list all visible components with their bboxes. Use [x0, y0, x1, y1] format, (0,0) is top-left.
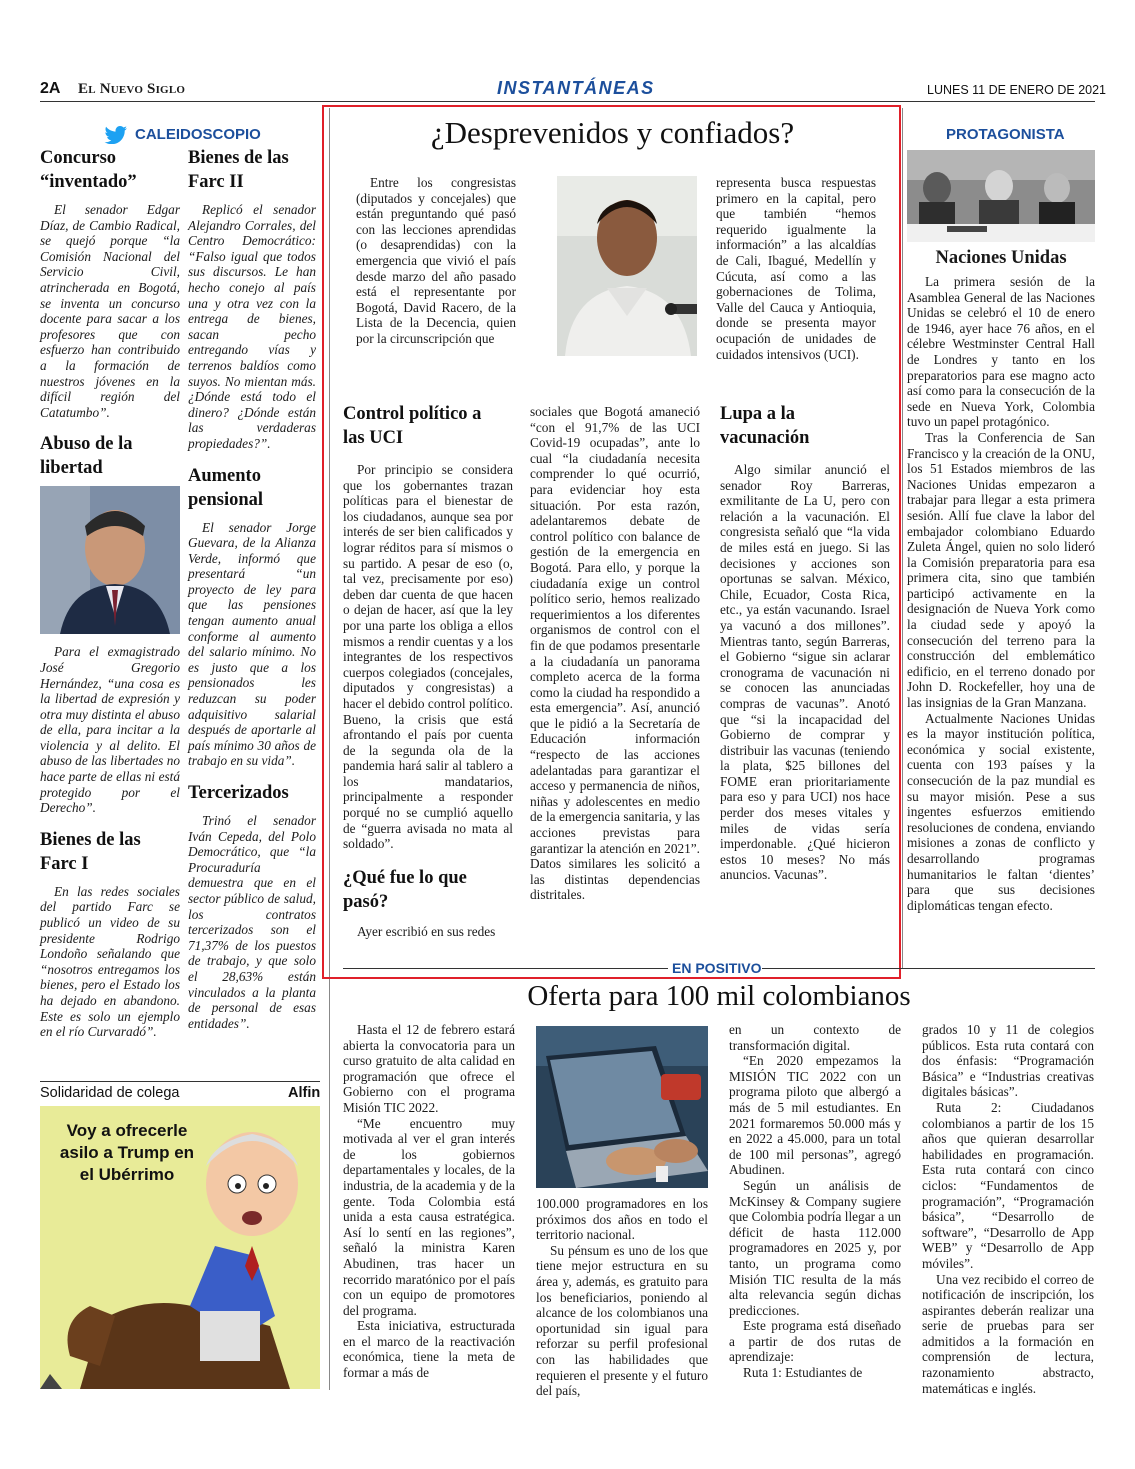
item-title-pension: Aumento pensional: [188, 465, 264, 510]
intro-col1: Entre los congresistas (diputados y concejales) que están preguntando qué pasó con las lecciones aprendidas (o desaprendidas) con la emergencia que vivió el país desde marzo del año pasado está el representante por Bogotá, David Racero, de la Lista de la Decencia, quien por la circunscripción que: [356, 175, 516, 346]
section-title: INSTANTÁNEAS: [497, 78, 655, 98]
protagonista-body: [907, 274, 1095, 913]
subhead-que-fue: ¿Qué fue lo que pasó?: [343, 867, 467, 912]
item-text-abuso: Para el exmagistrado José Gregorio Hernández, “una cosa es la libertad de expresión y otra muy distinta el abuso de ella, para incitar a la violencia y al delito. El abuso de las libertades no hace parte de ellas ni está protegido por el Derecho”.: [40, 644, 180, 816]
item-title-farc-1: Bienes de las Farc I: [40, 829, 141, 874]
positivo-col4-p2: Ruta 2: Ciudadanos colombianos a partir de los 15 años que quieran desarrollar habilidades en programación. Esta ruta contará con cinco ciclos: “Fundamentos de programación”, “Programación básica”, “Desarrollo de software”, “Desarrollo de App WEB” y “Desarrollo de App móviles”.: [922, 1099, 1094, 1271]
header-rule: [40, 101, 1095, 102]
item-title-abuso: Abuso de la libertad: [40, 434, 133, 479]
protagonista-title: Naciones Unidas: [935, 248, 1067, 268]
positivo-col3-p2: “En 2020 empezamos la MISIÓN TIC 2022 con un programa piloto que albergó a más de 5 mil estudiantes. En 2021 formaremos 50.000 más y en 2022 a 45.000, para un total de 100 mil personas”, agregó Abudinen.: [729, 1053, 901, 1178]
main-col1: [343, 402, 513, 939]
item-text-farc-1: En las redes sociales del partido Farc se publicó un video de su presidente Rodrigo Londoño señalando que “nosotros entregamos los bienes, pero el Estado los ha dejado en abandono. Este es solo un ejemplo en el río Curvaradó”.: [40, 883, 180, 1040]
item-title-farc-2: Bienes de las Farc II: [188, 148, 289, 192]
item-text-farc-2: Replicó el senador Alejandro Corrales, del Centro Democrático: “Falso igual que todos sus discursos. Le han hecho conejo al país una y otra vez con la entrega de bienes, sacan pecho entregando vías y terrenos baldíos como suyos. No mientan más. ¿Dónde está todo el dinero? ¿Dónde están las verdaderas propiedades?”.: [188, 202, 316, 451]
item-text-tercerizados: Trinó el senador Iván Cepeda, del Polo Democrático, que “la Procuraduría demuestra que en el sector público de salud, los contratos tercerizados son el 71,37% de los puestos de trabajo, y que solo el 28,63% están vinculados a la planta de personal de esas entidades”.: [188, 813, 316, 1031]
caleidoscopio-label: CALEIDOSCOPIO: [135, 126, 261, 143]
main-headline: ¿Desprevenidos y confiados?: [430, 115, 795, 150]
positivo-col1-p3: Esta iniciativa, estructurada en el marco de la reactivación económica, tiene la meta de formar a más de: [343, 1318, 515, 1381]
positivo-col1-p2: “Me encuentro muy motivada al ver el gran interés de los gobiernos departamentales y locales, de la industria, de la academia y de la gente. Toda Colombia está unida a esta causa estratégica. Así lo sentí en las regiones”, señaló la ministra Karen Abudinen, tras hacer un recorrido maratónico por el país con un equipo de promotores del programa.: [343, 1115, 515, 1318]
text-que-fue: Ayer escribió en sus redes: [357, 923, 496, 939]
positivo-col2: [536, 1196, 708, 1399]
text-lupa: Algo similar anunció el senador Roy Barreras, exmilitante de La U, pero con relación a la vacunación. El congresista señaló que “la vida de miles está en juego. Si las decisiones y acciones son oportunas se salvan. México, Chile, Ecuador, Costa Rica, etc., ya están vacunando. Israel ya vacunó a dos millones”. Mientras tanto, según Barreras, el Gobierno “sigue sin aclarar cronograma de vacunación ni se conocen las anunciadas compras de vacunas”. Anotó que “si la incapacidad del Gobierno de comprar y distribuir las vacunas (teniendo la plata, $25 billones del FOME eran prioritariamente para eso y para UCI) nos hace perder dos meses vitales y miles de vidas sería imperdonable. ¿Qué hicieron estos 10 meses? No más anuncios. Vacunas”.: [720, 462, 890, 883]
column-rule-right: [902, 108, 903, 968]
subhead-control-politico: Control político a las UCI: [343, 404, 482, 448]
item-title-concurso: Concurso “inventado”: [40, 148, 137, 192]
cartoon-speech: Voy a ofrecerle asilo a Trump en el Ubérrimo: [59, 1121, 195, 1184]
photo-jose-gregorio-hernandez: [40, 486, 180, 634]
positivo-headline: Oferta para 100 mil colombianos: [527, 980, 911, 1012]
positivo-col1: [343, 1022, 515, 1381]
positivo-col4-p1: grados 10 y 11 de colegios públicos. Esta ruta contará con dos énfasis: “Programación Básica” e “Industrias creativas digitales básicas”.: [922, 1022, 1094, 1100]
positivo-label: EN POSITIVO: [672, 960, 762, 976]
positivo-col4: [922, 1022, 1094, 1396]
positivo-col3-p1: en un contexto de transformación digital.: [729, 1022, 901, 1053]
item-text-pension: El senador Jorge Guevara, de la Alianza Verde, informó que presentará “un proyecto de ley para que las pensiones tengan aumento anual conforme al aumento del salario mínimo. No es justo que a los pensionados les reduzcan su poder adquisitivo salarial después de aportarle al país mínimo 30 años de trabajo en su vida”.: [188, 519, 316, 769]
twitter-bird-icon: [104, 126, 128, 144]
item-text-concurso: El senador Edgar Díaz, de Cambio Radical, se quejó porque “la Comisión Nacional del Servicio Civil, atrincherada en Bogotá, se inventa un concurso docente para sacar a los profesores que con esfuerzo han contribuido a la formación de nuestros jóvenes en la difícil región del Catatumbo”.: [40, 202, 180, 420]
protagonista-text-2: Tras la Conferencia de San Francisco y la creación de la ONU, los 51 Estados miembros de las Naciones Unidas empezaron a trabajar para llegar a esta primera sesión. Allí fue clave la labor del embajador colombiano Eduardo Zuleta Ángel, quien no solo lideró la Comisión preparatoria para esa primera cita, sino que también participó activamente en la designación de Nueva York como la ciudad sede y apoyó la consecución del terreno para la construcción del emblemático edificio, en el terreno donado por John D. Rockefeller, hoy una de las insignias de la Gran Manzana.: [907, 429, 1095, 711]
page-date: LUNES 11 DE ENERO DE 2021: [927, 83, 1107, 97]
page-number: 2A: [40, 80, 61, 97]
positivo-col3-p4: Este programa está diseñado a partir de dos rutas de aprendizaje:: [729, 1318, 901, 1365]
cartoon-title: Solidaridad de colega: [40, 1085, 180, 1101]
caleidoscopio-col1: [40, 146, 180, 1040]
item-title-tercerizados: Tercerizados: [188, 783, 289, 803]
cartoon-panel: [40, 1106, 320, 1389]
positivo-col3-p5: Ruta 1: Estudiantes de: [743, 1365, 863, 1381]
positivo-rule-left: [343, 968, 668, 969]
positivo-col1-p1: Hasta el 12 de febrero estará abierta la convocatoria para un curso gratuito de alta calidad en programación que ofrece el Gobierno con el programa Misión TIC 2022.: [343, 1022, 515, 1115]
intro-col3: representa busca respuestas primero en la capital, pero que también “hemos requerido igualmente la información” a las alcaldías de Cali, Ibagué, Medellín y Cúcuta, así como a las gobernaciones de Tolima, Valle del Cauca y Antioquia, donde se presenta mayor ocupación de unidades de cuidados intensivos (UCI).: [716, 175, 876, 362]
photo-david-racero: [557, 176, 697, 356]
positivo-rule-right: [762, 968, 1095, 969]
subhead-lupa: Lupa a la vacunación: [720, 404, 810, 448]
positivo-col2-p2: Su pénsum es uno de los que tiene mejor estructura en su área y, además, es gratuito para los beneficiarios, poniendo al alcance de los colombianos una oportunidad sin igual para reforzar su perfil profesional con las habilidades que requieren el presente y el futuro del país,: [536, 1242, 708, 1399]
main-col3: [720, 402, 890, 883]
protagonista-text-3: Actualmente Naciones Unidas es la mayor institución política, económica y social existente, cuenta con 193 países y la consecución de la paz mundial es su mayor misión. Pese a sus ingentes esfuerzos emitiendo resoluciones de condena, enviando misiones a zonas de conflicto y desarrollando programas humanitarios le faltan ‘dientes’ para que sus decisiones diplomáticas tengan efecto.: [907, 710, 1095, 913]
protagonista-label: PROTAGONISTA: [946, 126, 1065, 143]
photo-naciones-unidas: [907, 150, 1095, 242]
publication-name: El Nuevo Siglo: [78, 81, 186, 97]
photo-laptop: [536, 1026, 708, 1188]
caleidoscopio-col2: [188, 146, 316, 1031]
cartoon-artist: Alfin: [288, 1085, 321, 1101]
positivo-col3-p3: Según un análisis de McKinsey & Company sugiere que Colombia podría llegar a un déficit de hasta 112.000 programadores en 2025 y, por tanto, un programa como Misión TIC resulta de la más alta relevancia según dichas predicciones.: [729, 1177, 901, 1318]
protagonista-text-1: La primera sesión de la Asamblea General de las Naciones Unidas se celebró el 10 de enero de 1946, ayer hace 76 años, en el célebre Westminster Central Hall de Londres y tanto en los preparatorios para ese magno acto así como para la consecución de la sede en Nueva York, Colombia tuvo un papel protagónico.: [907, 274, 1095, 430]
positivo-col3: [729, 1022, 901, 1381]
positivo-col2-p1: 100.000 programadores en los próximos dos años en todo el territorio nacional.: [536, 1196, 708, 1243]
main-col2: sociales que Bogotá amaneció “con el 91,7% de las UCI Covid-19 ocupadas”, ante lo cual “la ciudadanía necesita comprender lo qué ocurrió, para evidenciar hoy esta situación. Por esta razón, adelantaremos debate de control político con balance de gestión de la emergencia en Bogotá. Para ello, y porque la ciudadanía exige un control político serio, hemos realizado requerimientos a los diferentes organismos de control con el fin de que podamos presentarle a la ciudadanía un panorama completo acerca de la forma como la ciudad ha respondido a esta emergencia”. Así, anunció que le pidió a la Secretaría de Educación información “respecto de las acciones adelantadas para garantizar el acceso y permanencia de niños, niñas y adolescentes en medio de la emergencia sanitaria, y las acciones previstas para garantizar la atención en 2021”. Datos similares les solicitó a las distintas dependencias distritales.: [530, 404, 700, 903]
text-control-politico: Por principio se considera que los gobernantes trazan políticas para el bienestar de los ciudadanos, aunque sea por interés de ser bien calificados y lograr réditos para sí mismos o su partido. A pesar de eso (o, tal vez, precisamente por eso) deben dar cuenta de que hacen o dejan de hacer, así que la ley por una parte los obliga a ellos mismos a rendir cuentas y a los integrantes de los respectivos cuerpos colegiados (concejales, diputados y congresistas) a hacer el debido control político. Bueno, la crisis que está afrontando el país por cuenta de la segunda ola de la pandemia hará salir al tablero a los mandatarios, principalmente a responder porqué no se cumplió aquello de “guerra avisada no mata al soldado”.: [343, 462, 513, 852]
cartoon-top-rule: [40, 1081, 320, 1082]
positivo-col4-p3: Una vez recibido el correo de notificación de inscripción, los aspirantes deberán realizar una serie de pruebas para ser admitidos a la formación en comprensión de lectura, razonamiento abstracto, matemáticas e inglés.: [922, 1271, 1094, 1396]
